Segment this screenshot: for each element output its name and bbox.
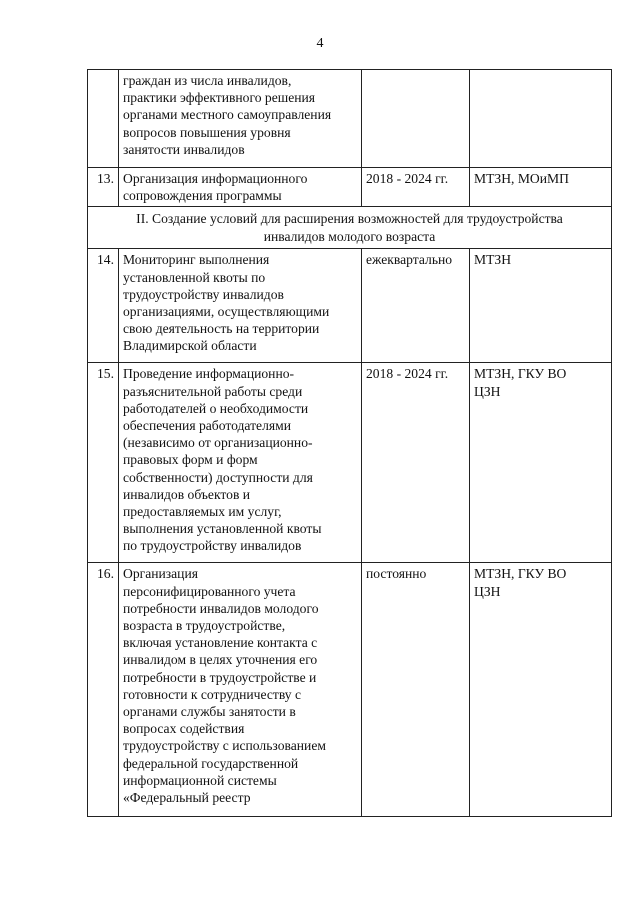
activity-line: возраста в трудоустройстве, <box>123 618 286 634</box>
term-cell: постоянно <box>362 563 470 817</box>
row-number: 16. <box>88 563 119 817</box>
program-activities-table <box>87 69 612 817</box>
section-title <box>88 207 612 249</box>
activity-line: включая установление контакта с <box>123 635 318 651</box>
activity-line: вопросах содействия <box>123 721 245 737</box>
activity-line: Проведение информационно- <box>123 366 295 382</box>
page-number: 4 <box>316 36 324 51</box>
executor-cell <box>470 249 612 363</box>
activity-line: занятости инвалидов <box>123 141 245 157</box>
activity-cell <box>119 70 362 168</box>
executor-line: МТЗН, ГКУ ВО <box>474 366 567 382</box>
executor-cell <box>470 70 612 168</box>
table-row <box>88 168 612 207</box>
executor-cell <box>470 563 612 817</box>
table-row <box>88 363 612 563</box>
activity-line: потребности в трудоустройстве и <box>123 669 317 685</box>
activity-line: свою деятельность на территории <box>123 321 320 337</box>
activity-line: органами местного самоуправления <box>123 107 332 123</box>
activity-line: информационной системы <box>123 772 277 788</box>
row-number: 13. <box>88 168 119 207</box>
activity-cell <box>119 363 362 563</box>
activity-line: федеральной государственной <box>123 755 299 771</box>
executor-line: ЦЗН <box>474 583 501 599</box>
term-cell <box>362 70 470 168</box>
activity-line: предоставляемых им услуг, <box>123 504 282 520</box>
activity-line: трудоустройству с использованием <box>123 738 326 754</box>
activity-cell <box>119 168 362 207</box>
row-number: 15. <box>88 363 119 563</box>
activity-line: работодателей о необходимости <box>123 400 309 416</box>
activity-line: по трудоустройству инвалидов <box>123 538 302 554</box>
activity-line: инвалидов объектов и <box>123 486 251 502</box>
activity-line: практики эффективного решения <box>123 90 316 106</box>
term-cell: ежеквартально <box>362 249 470 363</box>
activity-line: разъяснительной работы среди <box>123 383 303 399</box>
activity-line: Мониторинг выполнения <box>123 252 270 268</box>
section-title-line: II. Создание условий для расширения возможностей для трудоустройства <box>136 211 563 227</box>
executor-cell <box>470 363 612 563</box>
table-row <box>88 563 612 817</box>
activity-line: правовых форм и форм <box>123 452 258 468</box>
activity-line: обеспечения работодателями <box>123 418 291 434</box>
term-cell: 2018 - 2024 гг. <box>362 363 470 563</box>
table-row <box>88 249 612 363</box>
activity-line: Организация информационного <box>123 171 308 186</box>
row-number: 14. <box>88 249 119 363</box>
activity-line: персонифицированного учета <box>123 583 296 599</box>
executor-line: МТЗН, ГКУ ВО <box>474 566 567 582</box>
section-title-line: инвалидов молодого возраста <box>263 228 436 244</box>
activity-line: трудоустройству инвалидов <box>123 286 284 302</box>
activity-line: сопровождения программы <box>123 188 282 204</box>
activity-line: организациями, осуществляющими <box>123 304 330 320</box>
executor-line: ЦЗН <box>474 383 501 399</box>
activity-line: органами службы занятости в <box>123 704 296 720</box>
activity-line: собственности) доступности для <box>123 469 313 485</box>
activity-line: потребности инвалидов молодого <box>123 600 319 616</box>
activity-line: «Федеральный реестр <box>123 790 251 806</box>
activity-line: выполнения установленной квоты <box>123 521 322 537</box>
row-number <box>88 70 119 168</box>
activity-line: инвалидом в целях уточнения его <box>123 652 318 668</box>
activity-cell <box>119 563 362 817</box>
table-row <box>88 70 612 168</box>
activity-line: готовности к сотрудничеству с <box>123 686 302 702</box>
activity-line: граждан из числа инвалидов, <box>123 73 292 88</box>
executor-cell <box>470 168 612 207</box>
section-header-row <box>88 207 612 249</box>
executor-line: МТЗН, МОиМП <box>474 171 569 186</box>
activity-line: установленной квоты по <box>123 269 266 285</box>
activity-line: вопросов повышения уровня <box>123 124 291 140</box>
term-cell: 2018 - 2024 гг. <box>362 168 470 207</box>
activity-line: (независимо от организационно- <box>123 435 313 451</box>
activity-line: Владимирской области <box>123 338 257 354</box>
activity-cell <box>119 249 362 363</box>
activity-line: Организация <box>123 566 198 582</box>
executor-line: МТЗН <box>474 252 512 268</box>
